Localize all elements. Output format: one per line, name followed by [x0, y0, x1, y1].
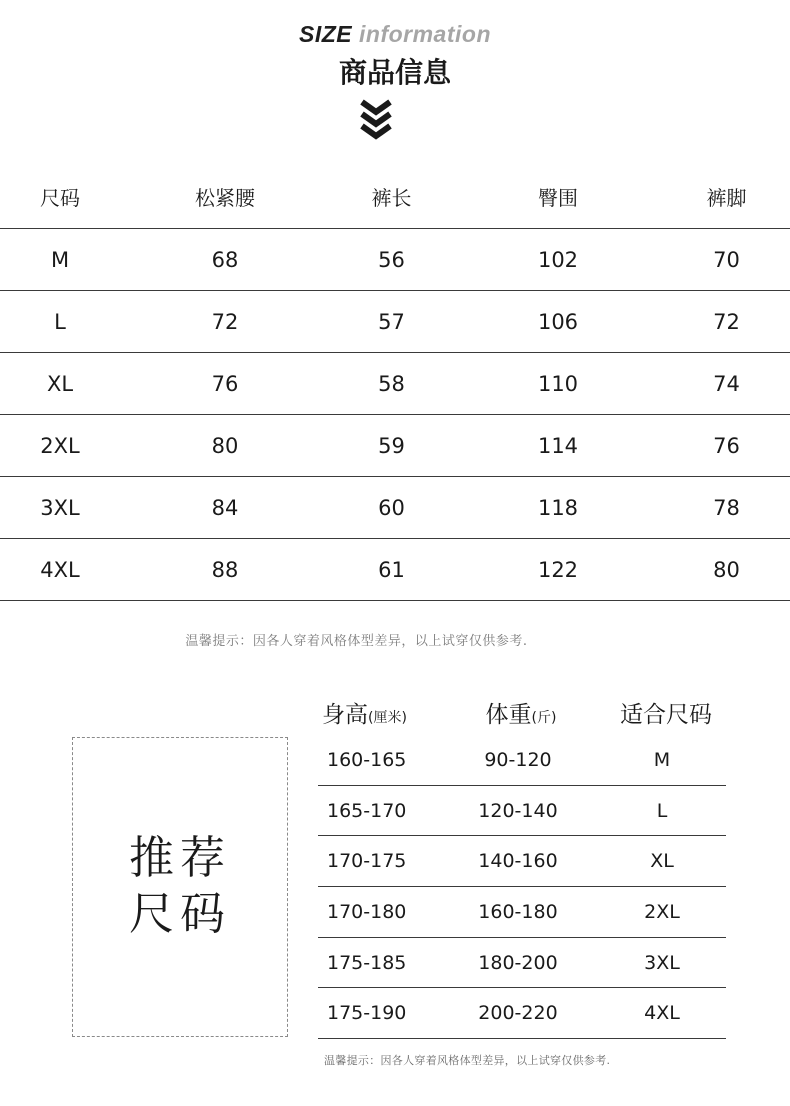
table-row [0, 539, 790, 601]
cell-length: 58 [378, 371, 405, 396]
cell-size: XL [46, 371, 74, 396]
header-height-label: 身高 [322, 701, 368, 728]
cell-waist: 68 [211, 247, 239, 272]
table-row [0, 353, 790, 415]
recommend-box-line2: 尺码 [128, 887, 231, 940]
recommend-box-text [73, 830, 287, 942]
header-height [318, 696, 438, 729]
recommend-box [72, 737, 288, 1037]
cell-hem: 76 [713, 433, 740, 458]
cell-fit-size: L [656, 799, 668, 822]
header-waist: 松紧腰 [195, 186, 255, 210]
cell-length: 59 [378, 433, 405, 458]
cell-weight: 200-220 [478, 1002, 558, 1025]
header-hip: 臀围 [538, 186, 578, 210]
cell-size: 2XL [40, 433, 80, 458]
cell-hip: 106 [537, 309, 579, 334]
cell-height: 160-165 [327, 748, 407, 771]
table-row [0, 229, 790, 291]
cell-hem: 78 [713, 495, 740, 520]
cell-fit-size: 4XL [644, 1002, 680, 1025]
cell-waist: 84 [211, 495, 239, 520]
cell-fit-size: 2XL [644, 900, 680, 923]
table-row [318, 887, 726, 938]
recommend-box-line1: 推荐 [128, 831, 231, 884]
cell-weight: 160-180 [478, 900, 558, 923]
header-hem: 裤脚 [706, 186, 747, 210]
cell-hip: 114 [537, 433, 579, 458]
cell-height: 170-180 [327, 900, 407, 923]
header-length: 裤长 [371, 186, 412, 210]
cell-length: 60 [378, 495, 405, 520]
cell-length: 61 [378, 557, 405, 582]
table-row [318, 938, 726, 989]
header-weight [438, 696, 604, 729]
cell-weight: 140-160 [478, 850, 558, 873]
cell-length: 57 [378, 309, 405, 334]
header-english-light: information [352, 21, 491, 47]
cell-hem: 72 [713, 309, 740, 334]
recommend-table-header [318, 690, 728, 734]
table-row [318, 735, 726, 786]
cell-hem: 70 [713, 247, 740, 272]
table-row [318, 988, 726, 1039]
table-row [0, 477, 790, 539]
cell-waist: 72 [211, 309, 239, 334]
cell-hip: 102 [537, 247, 579, 272]
cell-hem: 80 [713, 557, 740, 582]
size-table-note: 温馨提示：因各人穿着风格体型差异，以上试穿仅供参考. [185, 634, 528, 649]
cell-fit-size: 3XL [644, 951, 680, 974]
header-height-unit: (厘米) [368, 709, 407, 726]
cell-size: 4XL [40, 557, 80, 582]
cell-weight: 120-140 [478, 799, 558, 822]
recommend-note: 温馨提示：因各人穿着风格体型差异，以上试穿仅供参考. [324, 1054, 611, 1067]
cell-height: 175-185 [327, 951, 407, 974]
cell-height: 170-175 [327, 850, 407, 873]
cell-hem: 74 [713, 371, 740, 396]
table-row [318, 786, 726, 837]
header-weight-label: 体重 [485, 701, 532, 728]
cell-waist: 76 [211, 371, 239, 396]
cell-hip: 118 [537, 495, 579, 520]
header-english-bold: SIZE [298, 21, 353, 47]
cell-fit-size: XL [650, 850, 674, 873]
cell-weight: 90-120 [484, 748, 552, 771]
header-english-title [0, 20, 790, 48]
page-title: 商品信息 [338, 56, 451, 89]
cell-waist: 88 [211, 557, 239, 582]
table-row [0, 291, 790, 353]
size-table [0, 165, 790, 601]
recommend-table [318, 735, 726, 1039]
chevron-down-icon [359, 98, 393, 142]
cell-weight: 180-200 [478, 951, 558, 974]
cell-size: M [50, 247, 70, 272]
table-row [0, 415, 790, 477]
cell-waist: 80 [211, 433, 239, 458]
header-fit-size: 适合尺码 [620, 701, 712, 728]
cell-height: 165-170 [327, 799, 407, 822]
cell-size: L [54, 309, 66, 334]
cell-fit-size: M [653, 748, 671, 771]
cell-hip: 122 [537, 557, 579, 582]
header-weight-unit: (斤) [531, 709, 557, 726]
cell-size: 3XL [40, 495, 80, 520]
cell-height: 175-190 [327, 1002, 407, 1025]
cell-length: 56 [378, 247, 405, 272]
header-size: 尺码 [40, 186, 80, 210]
table-row [318, 836, 726, 887]
cell-hip: 110 [537, 371, 579, 396]
size-table-header [0, 165, 790, 229]
